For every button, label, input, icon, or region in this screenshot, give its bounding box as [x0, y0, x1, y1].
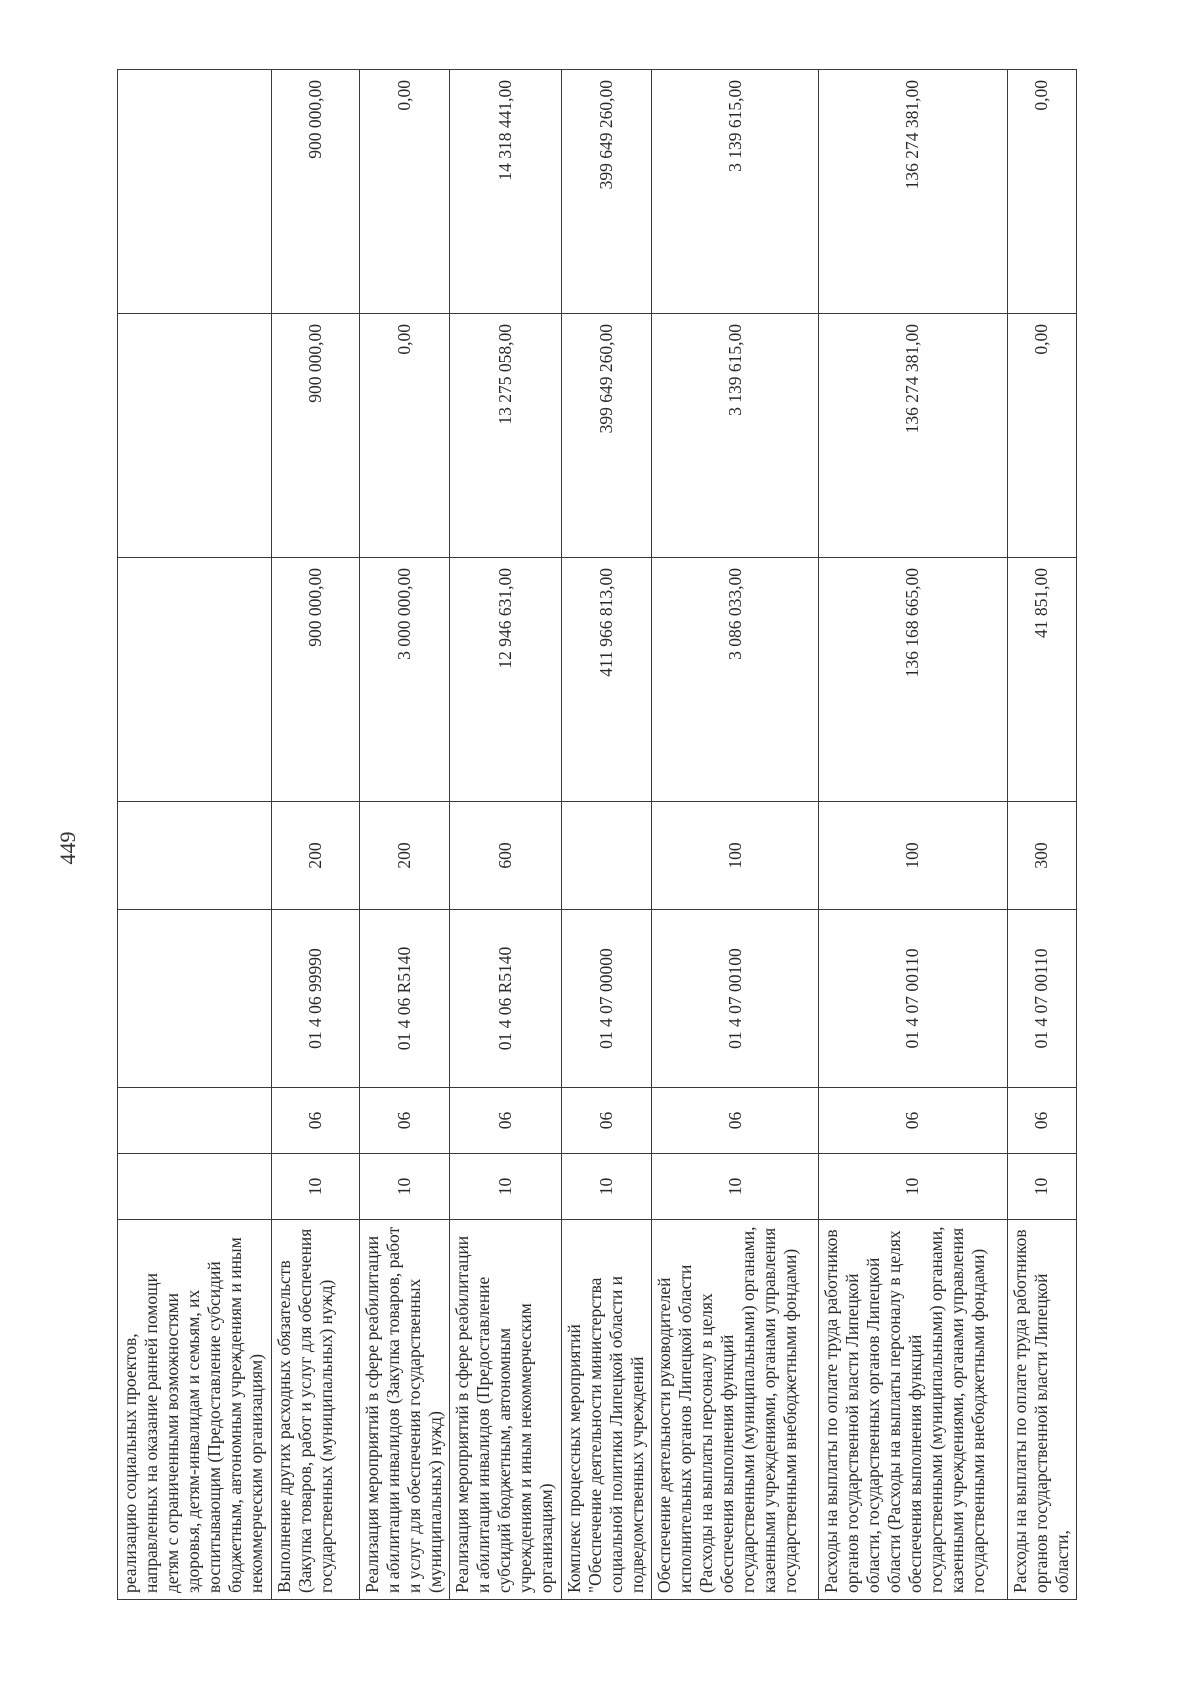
- row-description: Обеспечение деятельности руководителей исполнительных органов Липецкой области (Расходы на выплаты персоналу в целях обеспечения выполнения функций государственными (муниципальными) органами, казенными учреждениями, органами управления государственными внебюджетными фондами): [652, 1220, 819, 1600]
- sum-year-1-cell: 136 168 665,00: [818, 558, 1007, 802]
- target-article-cell: 01 4 06 R5140: [450, 910, 562, 1088]
- sum-year-2-cell: 13 275 058,00: [450, 314, 562, 558]
- razdel-cell: [118, 1154, 272, 1220]
- sum-year-2-cell: 136 274 381,00: [818, 314, 1007, 558]
- sum-year-3-cell: 0,00: [1007, 70, 1076, 314]
- sum-year-3-cell: 900 000,00: [272, 70, 359, 314]
- row-description: Расходы на выплаты по оплате труда работников органов государственной власти Липецкой области,: [1007, 1220, 1076, 1600]
- sum-year-2-cell: [118, 314, 272, 558]
- table-row: [561, 70, 651, 1600]
- sum-year-1-cell: 900 000,00: [272, 558, 359, 802]
- row-description: Реализация мероприятий в сфере реабилитации и абилитации инвалидов (Закупка товаров, работ и услуг для обеспечения государственных (муниципальных) нужд): [359, 1220, 449, 1600]
- expense-type-cell: 100: [818, 802, 1007, 910]
- expense-type-cell: [561, 802, 651, 910]
- rotated-table-wrapper: [117, 70, 1077, 1600]
- podrazdel-cell: 06: [359, 1088, 449, 1154]
- razdel-cell: 10: [652, 1154, 819, 1220]
- razdel-cell: 10: [272, 1154, 359, 1220]
- row-description: Выполнение других расходных обязательств (Закупка товаров, работ и услуг для обеспечения государственных (муниципальных) нужд): [272, 1220, 359, 1600]
- page-number: 449: [55, 831, 80, 865]
- table-body: [118, 70, 1077, 1600]
- sum-year-2-cell: 0,00: [1007, 314, 1076, 558]
- expense-type-cell: 100: [652, 802, 819, 910]
- sum-year-2-cell: 3 139 615,00: [652, 314, 819, 558]
- target-article-cell: 01 4 06 R5140: [359, 910, 449, 1088]
- sum-year-3-cell: 14 318 441,00: [450, 70, 562, 314]
- table-row: [450, 70, 562, 1600]
- podrazdel-cell: 06: [272, 1088, 359, 1154]
- expense-type-cell: [118, 802, 272, 910]
- sum-year-3-cell: 399 649 260,00: [561, 70, 651, 314]
- row-description: Реализация мероприятий в сфере реабилитации и абилитации инвалидов (Предоставление субсидий бюджетным, автономным учреждениям и иным некоммерческим организациям): [450, 1220, 562, 1600]
- expense-type-cell: 200: [272, 802, 359, 910]
- razdel-cell: 10: [1007, 1154, 1076, 1220]
- target-article-cell: 01 4 06 99990: [272, 910, 359, 1088]
- podrazdel-cell: 06: [652, 1088, 819, 1154]
- sum-year-1-cell: 41 851,00: [1007, 558, 1076, 802]
- sum-year-3-cell: 3 139 615,00: [652, 70, 819, 314]
- row-description: реализацию социальных проектов, направленных на оказание ранней помощи детям с ограниченными возможностями здоровья, детям-инвалидам и семьям, их воспитывающим (Предоставление субсидий бюджетным, автономным учреждениям и иным некоммерческим организациям): [118, 1220, 272, 1600]
- podrazdel-cell: 06: [450, 1088, 562, 1154]
- target-article-cell: 01 4 07 00110: [818, 910, 1007, 1088]
- sum-year-2-cell: 900 000,00: [272, 314, 359, 558]
- razdel-cell: 10: [561, 1154, 651, 1220]
- podrazdel-cell: [118, 1088, 272, 1154]
- podrazdel-cell: 06: [818, 1088, 1007, 1154]
- target-article-cell: 01 4 07 00000: [561, 910, 651, 1088]
- sum-year-1-cell: 3 086 033,00: [652, 558, 819, 802]
- table-row: [359, 70, 449, 1600]
- podrazdel-cell: 06: [1007, 1088, 1076, 1154]
- sum-year-2-cell: 0,00: [359, 314, 449, 558]
- podrazdel-cell: 06: [561, 1088, 651, 1154]
- sum-year-1-cell: 12 946 631,00: [450, 558, 562, 802]
- table-row: [118, 70, 272, 1600]
- sum-year-1-cell: [118, 558, 272, 802]
- razdel-cell: 10: [359, 1154, 449, 1220]
- row-description: Комплекс процессных мероприятий "Обеспечение деятельности министерства социальной политики Липецкой области и подведомственных учреждений: [561, 1220, 651, 1600]
- target-article-cell: 01 4 07 00110: [1007, 910, 1076, 1088]
- razdel-cell: 10: [450, 1154, 562, 1220]
- sum-year-3-cell: 0,00: [359, 70, 449, 314]
- expense-type-cell: 600: [450, 802, 562, 910]
- table-row: [818, 70, 1007, 1600]
- budget-table: [117, 69, 1077, 1600]
- table-row: [272, 70, 359, 1600]
- sum-year-3-cell: 136 274 381,00: [818, 70, 1007, 314]
- expense-type-cell: 200: [359, 802, 449, 910]
- target-article-cell: 01 4 07 00100: [652, 910, 819, 1088]
- row-description: Расходы на выплаты по оплате труда работников органов государственной власти Липецкой области, государственных органов Липецкой области (Расходы на выплаты персоналу в целях обеспечения выполнения функций государственными (муниципальными) органами, казенными учреждениями, органами управления государственными внебюджетными фондами): [818, 1220, 1007, 1600]
- target-article-cell: [118, 910, 272, 1088]
- sum-year-1-cell: 3 000 000,00: [359, 558, 449, 802]
- expense-type-cell: 300: [1007, 802, 1076, 910]
- sum-year-2-cell: 399 649 260,00: [561, 314, 651, 558]
- table-row: [1007, 70, 1076, 1600]
- table-row: [652, 70, 819, 1600]
- razdel-cell: 10: [818, 1154, 1007, 1220]
- sum-year-3-cell: [118, 70, 272, 314]
- sum-year-1-cell: 411 966 813,00: [561, 558, 651, 802]
